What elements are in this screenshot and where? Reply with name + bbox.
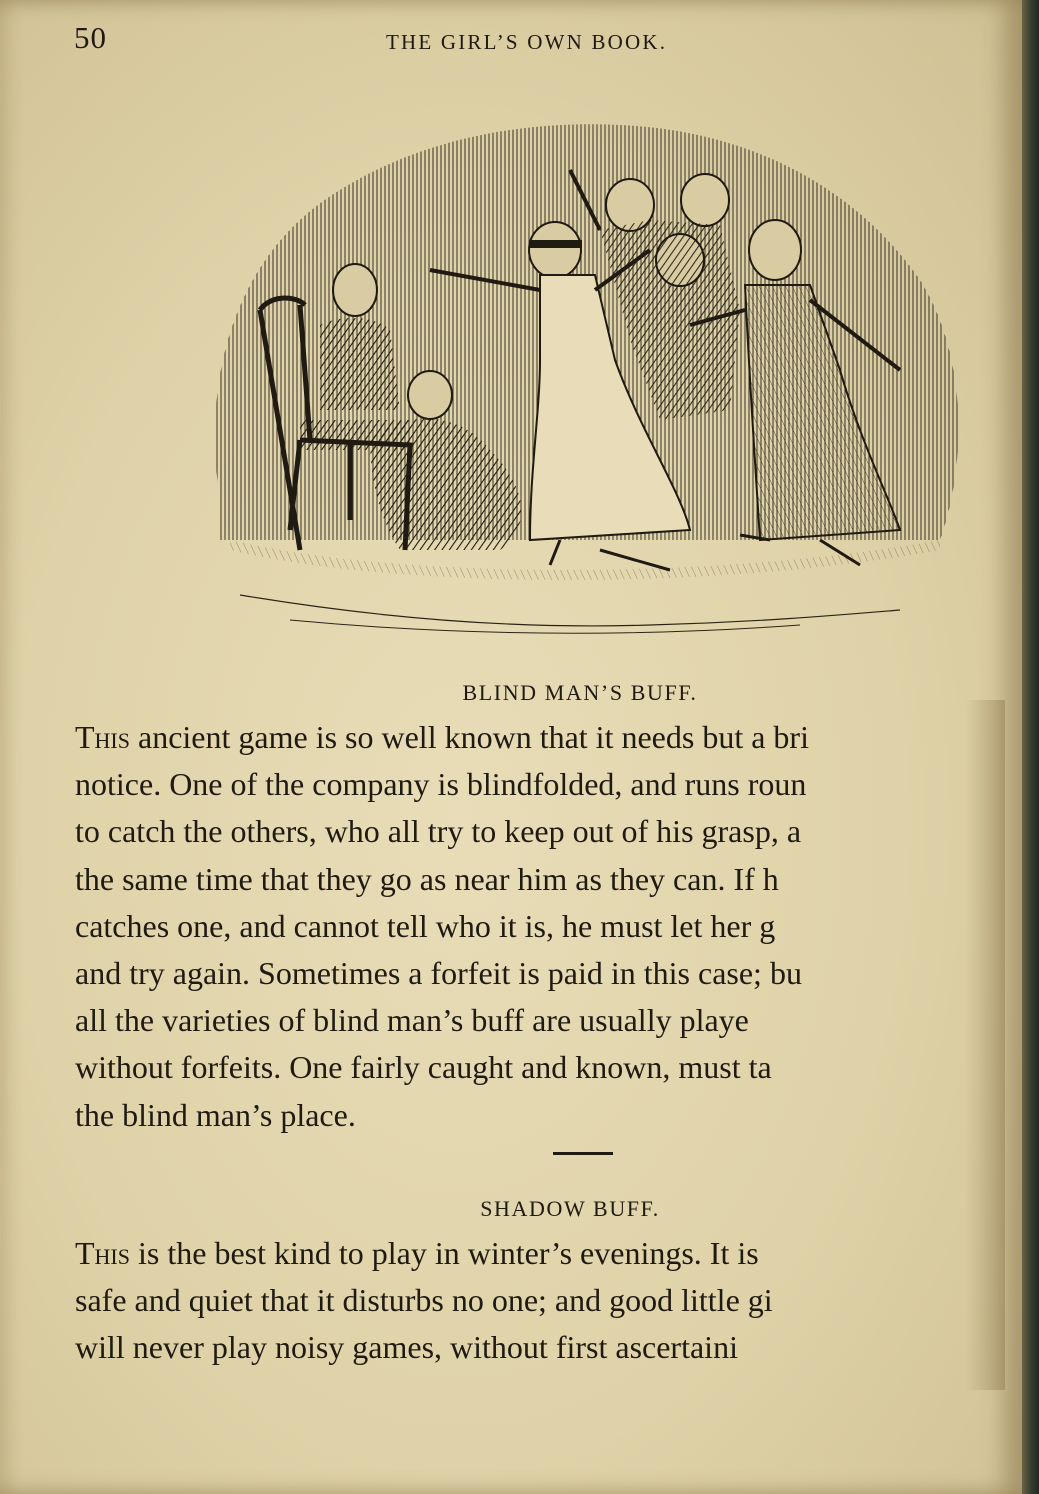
section-title-blind-mans-buff: BLIND MAN’S BUFF.: [462, 680, 698, 705]
paragraph-line: notice. One of the company is blindfolded, and runs roun: [75, 766, 807, 803]
paragraph-line: the same time that they go as near him as they can. If h: [75, 860, 779, 897]
paragraph-line: all the varieties of blind man’s buff are usually playe: [75, 1002, 749, 1039]
paragraph-line: safe and quiet that it disturbs no one; and good little gi: [75, 1282, 773, 1319]
paragraph-blind-mans-buff: [75, 714, 1022, 1139]
page-number: 50: [74, 20, 107, 55]
engraving-illustration: [200, 110, 960, 650]
paragraph-line: the blind man’s place.: [75, 1096, 356, 1133]
paragraph-line: will never play noisy games, without first ascertaini: [75, 1329, 738, 1366]
first-word: This: [75, 719, 130, 755]
section-title-shadow-buff: SHADOW BUFF.: [480, 1196, 660, 1221]
paragraph-line: and try again. Sometimes a forfeit is paid in this case; bu: [75, 954, 802, 991]
running-head: THE GIRL’S OWN BOOK.: [386, 30, 668, 54]
paragraph-line: catches one, and cannot tell who it is, he must let her g: [75, 907, 776, 944]
paragraph-line: to catch the others, who all try to keep out of his grasp, a: [75, 813, 802, 850]
section-divider: [553, 1152, 613, 1155]
paragraph-shadow-buff: [75, 1230, 1022, 1372]
paragraph-line: This is the best kind to play in winter’s evenings. It is: [75, 1235, 759, 1271]
book-spine: [1022, 0, 1039, 1494]
first-word: This: [75, 1235, 130, 1271]
paragraph-line: This ancient game is so well known that it needs but a bri: [75, 719, 809, 755]
paragraph-line: without forfeits. One fairly caught and known, must ta: [75, 1049, 772, 1086]
